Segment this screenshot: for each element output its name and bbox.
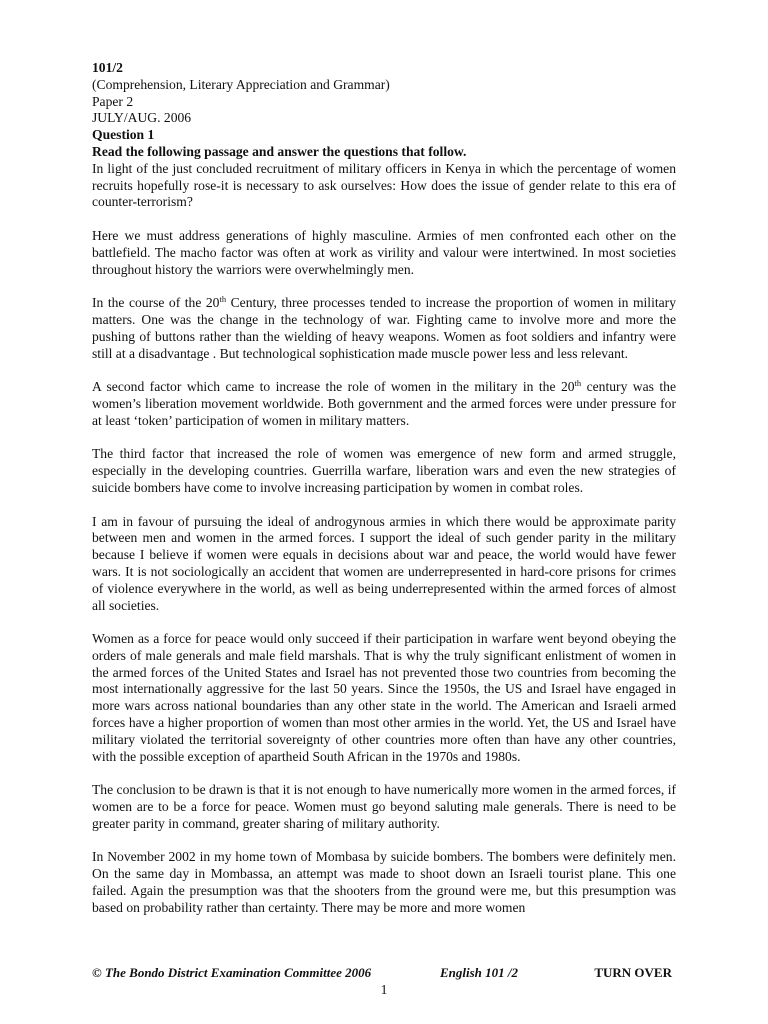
paper-number: Paper 2 bbox=[92, 93, 134, 109]
question-title: Question 1 bbox=[92, 127, 155, 143]
exam-page bbox=[92, 60, 676, 933]
paper-code: 101/2 bbox=[92, 60, 123, 75]
passage-paragraph-7: Women as a force for peace would only succeed if their participation in warfare went beyond obeying the orders of male generals and male field marshals. That is why the truly significant enlistment of women in the armed forces of the United States and Israel has not prevented those two countries from becoming the most internationally aggressive for the last 50 years. Since the 1950s, the US and Israel have engaged in more wars across national boundaries than any other state in the world. The American and Israeli armed forces have a higher proportion of women than most other armies in the world. Yet, the US and Israel have military violated the territorial sovereignty of other countries more often than have any other countries, with the possible exception of apartheid South African in the 1970s and 1980s. bbox=[92, 631, 676, 764]
footer-course: English 101 /2 bbox=[440, 965, 519, 980]
page-footer bbox=[92, 965, 676, 981]
ordinal-superscript: th bbox=[219, 294, 227, 305]
footer-copyright: © The Bondo District Examination Committee 2006 bbox=[92, 965, 372, 980]
paragraph-3-rest: Century, three processes tended to increase the proportion of women in military matters. One was the change in the technology of war. Fighting came to involve more and more the pushing of buttons rather than the wielding of heavy weapons. Women as foot soldiers and infantry were still at a disadvantage . But technological sophistication made muscle power less and less relevant. bbox=[92, 295, 676, 361]
passage-paragraph-2: Here we must address generations of highly masculine. Armies of men confronted each other on the battlefield. The macho factor was often at work as virility and valour were intertwined. In most societies throughout history the warriors were overwhelmingly men. bbox=[92, 227, 676, 277]
passage-paragraph-1: In light of the just concluded recruitment of military officers in Kenya in which the percentage of women recruits hopefully rose-it is necessary to ask ourselves: How does the issue of gender relate to this era of counter-terrorism? bbox=[92, 160, 676, 210]
footer-turn-over: TURN OVER bbox=[594, 965, 672, 980]
page-number: 1 bbox=[380, 982, 388, 997]
passage-paragraph-9: In November 2002 in my home town of Mombasa by suicide bombers. The bombers were definitely men. On the same day in Mombassa, an attempt was made to shoot down an Israeli tourist plane. This one failed. Again the presumption was that the shooters from the ground were me, but this presumption was based on probability rather than certainty. There may be more and more women bbox=[92, 849, 676, 915]
passage-paragraph-6: I am in favour of pursuing the ideal of androgynous armies in which there would be approximate parity between men and women in the armed forces. I support the ideal of such gender parity in the military because I believe if women were equals in decisions about war and peace, the world would have fewer wars. It is not sociologically an accident that women are underrepresented in hard-core prisons for crimes of violence everywhere in the world, as well as being underrepresented within the armed forces of almost all societies. bbox=[92, 513, 676, 613]
passage-paragraph-5: The third factor that increased the role of women was emergence of new form and armed struggle, especially in the developing countries. Guerrilla warfare, liberation wars and even the new strategies of suicide bombers have come to involve increasing participation by women in combat roles. bbox=[92, 446, 676, 495]
ordinal-superscript: th bbox=[574, 378, 582, 389]
paragraph-3-start: In the course of the 20 bbox=[92, 295, 220, 311]
passage-paragraph-8: The conclusion to be drawn is that it is not enough to have numerically more women in the armed forces, if women are to be a force for peace. Women must go beyond saluting male generals. There is need to be greater parity in command, greater sharing of military authority. bbox=[92, 782, 676, 831]
paragraph-4-start: A second factor which came to increase the role of women in the military in the 20 bbox=[92, 379, 575, 395]
passage-paragraph-3 bbox=[92, 295, 676, 362]
question-instruction: Read the following passage and answer the questions that follow. bbox=[92, 143, 467, 159]
paragraph-4-rest: century was the women’s liberation movement worldwide. Both government and the armed forces were under pressure for at least ‘token’ participation of women in military matters. bbox=[92, 379, 676, 428]
passage-paragraph-4 bbox=[92, 379, 676, 429]
exam-date: JULY/AUG. 2006 bbox=[92, 110, 192, 126]
paper-subject: (Comprehension, Literary Appreciation and Grammar) bbox=[92, 76, 390, 92]
